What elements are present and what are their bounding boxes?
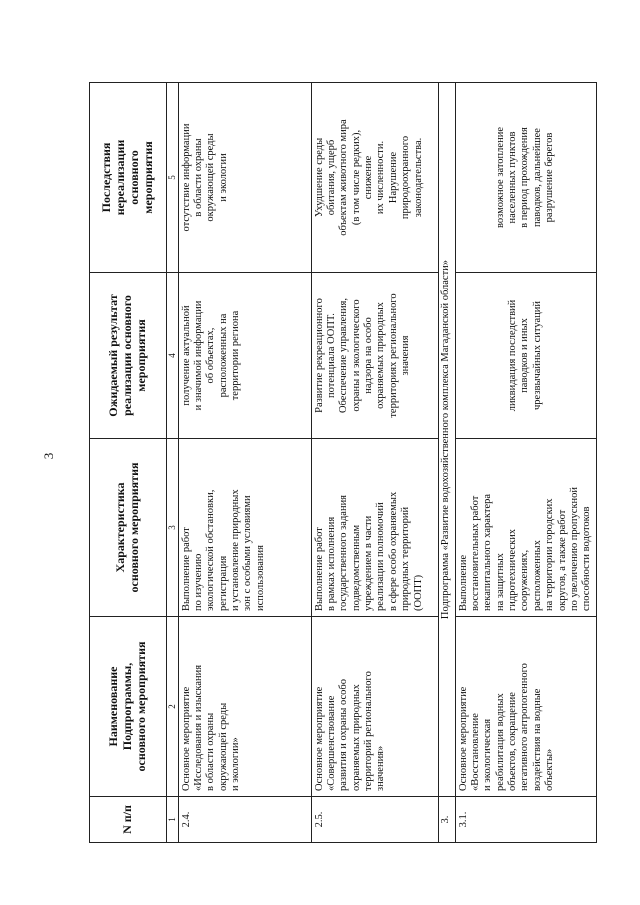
column-number: 3 — [167, 439, 179, 617]
measure-characteristic: Выполнение работ по изучению экологической обстановки, регистрация и установление природных зон с особыми условиями использования — [178, 439, 311, 617]
measure-result: Развитие рекреационного потенциала ООПТ. Обеспечение управления, охраны и экологического надзора на особо охраняемых природных территориях регионального значения — [311, 273, 438, 439]
measure-consequence: отсутствие информации в области охраны окружающей среды и экологии — [178, 83, 311, 273]
measure-consequence: Ухудшение среды обитания, ущерб объектам животного мира (в том числе редких), снижение их численности. Нарушение природоохранного законодательства. — [311, 83, 438, 273]
column-number: 1 — [167, 797, 179, 843]
measure-name: Основное мероприятие «Совершенствование развития и охраны особо охраняемых природных территорий регионального значения» — [311, 617, 438, 797]
header-row — [90, 83, 167, 843]
row-number: 2.5. — [311, 797, 438, 843]
header-num: N п/п — [90, 797, 167, 843]
header-characteristic: Характеристика основного мероприятия — [90, 439, 167, 617]
subprogram-number: 3. — [438, 797, 455, 843]
column-number: 4 — [167, 273, 179, 439]
measure-result: получение актуальной и значимой информации об объектах, расположенных на территории региона — [178, 273, 311, 439]
table-row — [178, 83, 311, 843]
header-name: Наименование Подпрограммы, основного мероприятия — [90, 617, 167, 797]
table-row — [311, 83, 438, 843]
subprogram-title: Подпрограмма «Развитие водохозяйственного комплекса Магаданской области» — [438, 83, 455, 797]
subprogram-row — [438, 83, 455, 843]
column-number: 5 — [167, 83, 179, 273]
row-number: 2.4. — [178, 797, 311, 843]
header-consequence: Последствия нереализации основного мероприятия — [90, 83, 167, 273]
header-result: Ожидаемый результат реализации основного мероприятия — [90, 273, 167, 439]
rotated-table-container — [89, 83, 593, 843]
table-row — [455, 83, 596, 843]
measure-result: ликвидация последствий паводков и иных чрезвычайных ситуаций — [455, 273, 596, 439]
measures-table — [89, 82, 597, 843]
measure-name: Основное мероприятие «Восстановление и экологическая реабилитация водных объектов, сокращение негативного антропогенного воздействия на водные объекты» — [455, 617, 596, 797]
column-number: 2 — [167, 617, 179, 797]
column-number-row — [167, 83, 179, 843]
measure-consequence: возможное затопление населенных пунктов в период прохождения паводков, дальнейшее разрушение берегов — [455, 83, 596, 273]
measure-characteristic: Выполнение восстановительных работ некапитального характера на защитных гидротехнических сооружениях, расположенных на территории городских округов, а также работ по увеличению пропускной способности водотоков — [455, 439, 596, 617]
page-number: 3 — [41, 452, 56, 460]
measure-characteristic: Выполнение работ в рамках исполнения государственного задания подведомственным учреждением в части реализации полномочий в сфере особо охраняемых природных территорий (ООПТ) — [311, 439, 438, 617]
measure-name: Основное мероприятие «Исследования и изыскания в области охраны окружающей среды и экологии» — [178, 617, 311, 797]
row-number: 3.1. — [455, 797, 596, 843]
